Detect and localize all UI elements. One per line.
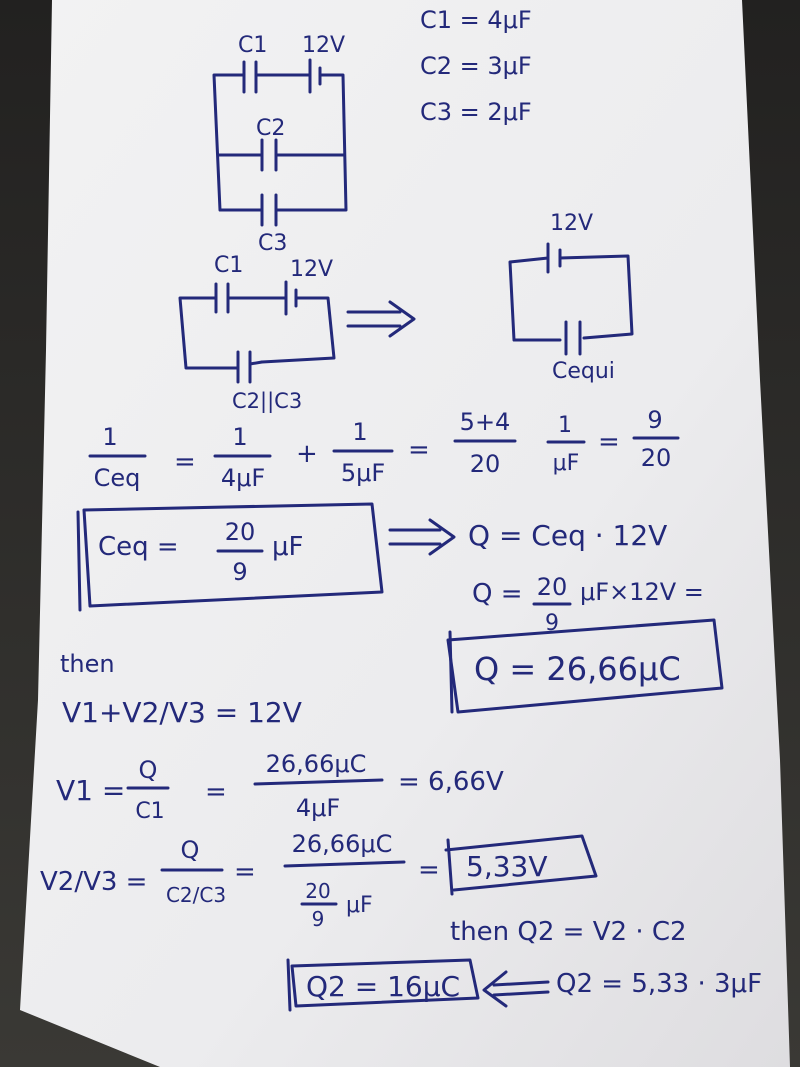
v23-result: 5,33V	[466, 850, 548, 883]
q2-calc: Q2 = 5,33 · 3μF	[556, 969, 763, 999]
equals-sign: =	[234, 857, 256, 887]
ceq-result-denominator: 9	[232, 558, 248, 586]
lhs-denominator: Ceq	[93, 464, 141, 492]
source-label: 12V	[550, 211, 594, 236]
equals-sign: =	[205, 777, 227, 807]
v1-numerator: Q	[138, 756, 158, 784]
term3b-numerator: 1	[558, 413, 572, 438]
v1-result: = 6,66V	[398, 767, 504, 797]
v23-numerator: Q	[180, 836, 200, 864]
v1-denominator: C1	[135, 799, 165, 824]
equals-sign: =	[598, 427, 620, 457]
term4-numerator: 9	[647, 406, 663, 434]
charge-formula: Q = Ceq · 12V	[468, 519, 668, 552]
charge-result: Q = 26,66μC	[474, 650, 681, 688]
c1-label: C1	[238, 33, 268, 58]
then-label: then	[60, 650, 115, 678]
term1-denominator: 4μF	[220, 464, 266, 492]
c2-c3-label: C2||C3	[232, 389, 303, 413]
given-c3: C3 = 2μF	[420, 98, 532, 126]
v1-prefix: V1 =	[56, 774, 126, 807]
ceq-result-unit: μF	[272, 532, 304, 562]
c1-label: C1	[214, 253, 244, 278]
voltage-sum: V1+V2/V3 = 12V	[62, 696, 302, 729]
term4-denominator: 20	[640, 444, 672, 472]
c3-label: C3	[258, 231, 288, 256]
ceq-label: Cequi	[552, 359, 615, 384]
charge-calc-prefix: Q =	[472, 579, 523, 609]
c2-label: C2	[256, 116, 286, 141]
v23-mid-den-numerator: 20	[305, 879, 331, 903]
given-values	[420, 6, 532, 126]
charge-calc-denominator: 9	[545, 611, 559, 636]
v23-prefix: V2/V3 =	[40, 867, 148, 897]
term3-numerator: 5+4	[459, 408, 511, 436]
v1-mid-numerator: 26,66μC	[265, 750, 367, 778]
term3b-denominator: μF	[552, 451, 580, 476]
ceq-result-prefix: Ceq =	[98, 532, 179, 562]
term2-denominator: 5μF	[340, 459, 386, 487]
source-label: 12V	[290, 257, 334, 282]
v23-mid-numerator: 26,66μC	[291, 830, 393, 858]
equals-sign: =	[418, 855, 440, 885]
term1-numerator: 1	[232, 423, 248, 451]
term2-numerator: 1	[352, 418, 368, 446]
equals-sign: =	[174, 447, 196, 477]
v1-mid-denominator: 4μF	[295, 794, 341, 822]
then-q2-formula: then Q2 = V2 · C2	[450, 917, 687, 947]
given-c1: C1 = 4μF	[420, 6, 532, 34]
q2-result: Q2 = 16μC	[306, 970, 461, 1003]
plus-sign: +	[296, 439, 318, 469]
v23-mid-den-unit: μF	[346, 893, 373, 918]
ceq-result-numerator: 20	[224, 518, 256, 546]
given-c2: C2 = 3μF	[420, 52, 532, 80]
charge-calc-numerator: 20	[536, 573, 568, 601]
charge-calc-suffix: μF×12V =	[580, 578, 704, 606]
v23-mid-den-denominator: 9	[311, 907, 325, 931]
source-label: 12V	[302, 33, 346, 58]
v23-denominator: C2/C3	[165, 883, 227, 907]
equals-sign: =	[408, 435, 430, 465]
lhs-numerator: 1	[102, 423, 118, 451]
term3-denominator: 20	[469, 450, 501, 478]
